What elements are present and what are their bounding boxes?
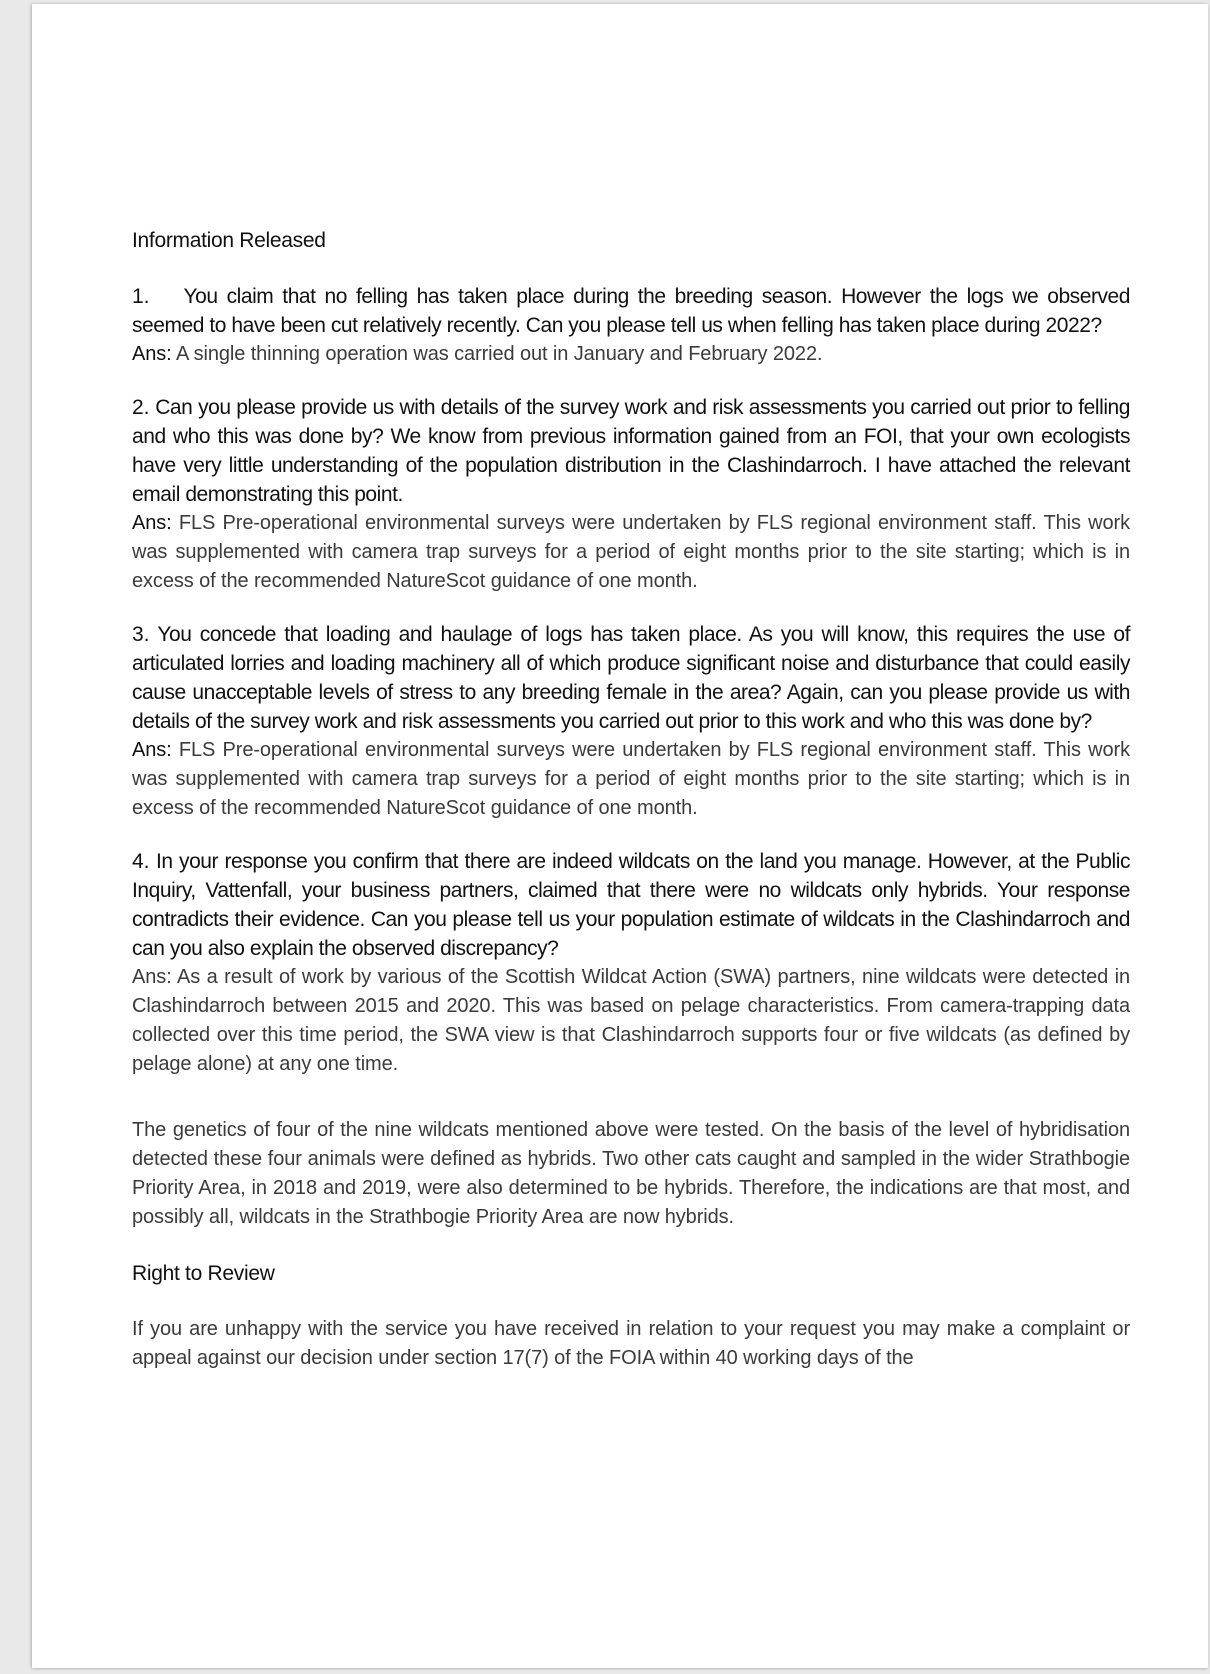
section-title: Information Released xyxy=(132,229,326,252)
review-heading: Right to Review xyxy=(132,1262,275,1285)
answer-2 xyxy=(132,509,1130,596)
answer-label: Ans: xyxy=(132,343,172,365)
question-text: In your response you confirm that there are indeed wildcats on the land you manage. However, at the Public Inquiry, Vattenfall, your business partners, claimed that there were no wildcats only hybrids. Your response contradicts their evidence. Can you please tell us your population estimate of wildcats in the Clashindarroch and can you also explain the observed discrepancy? xyxy=(132,850,1130,960)
document-page xyxy=(32,4,1208,1668)
review-paragraph: If you are unhappy with the service you have received in relation to your request you may make a complaint or appeal against our decision under section 17(7) of the FOIA within 40 working days of the xyxy=(132,1318,1130,1369)
answer-text: FLS Pre-operational environmental surveys were undertaken by FLS regional environment staff. This work was supplemented with camera trap surveys for a period of eight months prior to the site starting; which is in excess of the recommended NatureScot guidance of one month. xyxy=(132,512,1130,592)
answer-text: As a result of work by various of the Scottish Wildcat Action (SWA) partners, nine wildcats were detected in Clashindarroch between 2015 and 2020. This was based on pelage characteristics. From camera-trapping data collected over this time period, the SWA view is that Clashindarroch supports four or five wildcats (as defined by pelage alone) at any one time. xyxy=(132,966,1130,1075)
question-number: 4. xyxy=(132,850,150,873)
genetics-paragraph: The genetics of four of the nine wildcats mentioned above were tested. On the basis of the level of hybridisation detected these four animals were defined as hybrids. Two other cats caught and sampled in the wider Strathbogie Priority Area, in 2018 and 2019, were also determined to be hybrids. Therefore, the indications are that most, and possibly all, wildcats in the Strathbogie Priority Area are now hybrids. xyxy=(132,1119,1130,1228)
question-text: Can you please provide us with details of the survey work and risk assessments you carried out prior to felling and who this was done by? We know from previous information gained from an FOI, that your own ecologists have very little understanding of the population distribution in the Clashindarroch. I have attached the relevant email demonstrating this point. xyxy=(132,396,1130,506)
question-number: 1. xyxy=(132,285,150,308)
answer-3 xyxy=(132,736,1130,823)
question-3 xyxy=(132,620,1130,736)
document-body xyxy=(132,226,1130,1373)
answer-4 xyxy=(132,963,1130,1079)
question-text: You concede that loading and haulage of logs has taken place. As you will know, this requires the use of articulated lorries and loading machinery all of which produce significant noise and disturbance that could easily cause unacceptable levels of stress to any breeding female in the area? Again, can you please provide us with details of the survey work and risk assessments you carried out prior to this work and who this was done by? xyxy=(132,623,1130,733)
question-number: 3. xyxy=(132,623,150,646)
answer-text: FLS Pre-operational environmental surveys were undertaken by FLS regional environment staff. This work was supplemented with camera trap surveys for a period of eight months prior to the site starting; which is in excess of the recommended NatureScot guidance of one month. xyxy=(132,739,1130,819)
question-text: You claim that no felling has taken place during the breeding season. However the logs we observed seemed to have been cut relatively recently. Can you please tell us when felling has taken place during 2022? xyxy=(132,285,1130,337)
question-number: 2. xyxy=(132,396,150,419)
answer-label: Ans: xyxy=(132,966,172,988)
qa-item-4 xyxy=(132,847,1130,1079)
qa-item-2 xyxy=(132,393,1130,596)
qa-item-1 xyxy=(132,282,1130,369)
question-2 xyxy=(132,393,1130,509)
answer-1 xyxy=(132,340,1130,369)
question-1 xyxy=(132,282,1130,340)
question-4 xyxy=(132,847,1130,963)
qa-item-3 xyxy=(132,620,1130,823)
answer-text: A single thinning operation was carried out in January and February 2022. xyxy=(175,343,823,365)
answer-label: Ans: xyxy=(132,739,172,761)
answer-label: Ans: xyxy=(132,512,172,534)
